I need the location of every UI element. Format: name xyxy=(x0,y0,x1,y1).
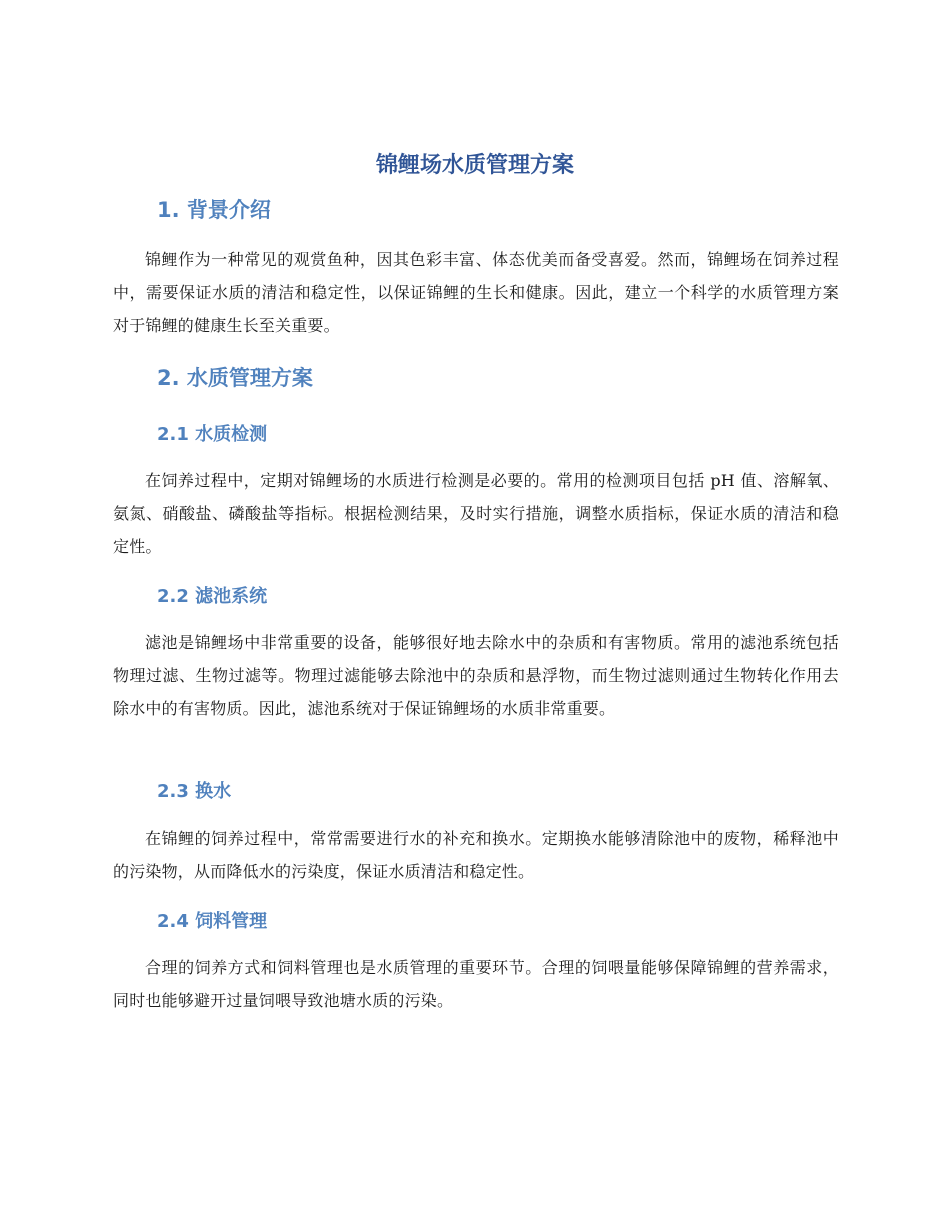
document-title: 锦鲤场水质管理方案 xyxy=(375,153,574,178)
paragraph-feed-management: 合理的饲养方式和饲料管理也是水质管理的重要环节。合理的饲喂量能够保障锦鲤的营养需求，同时也能够避开过量饲喂导致池塘水质的污染。 xyxy=(113,958,839,1010)
paragraph-background: 锦鲤作为一种常见的观赏鱼种，因其色彩丰富、体态优美而备受喜爱。然而，锦鲤场在饲养过程中，需要保证水质的清洁和稳定性，以保证锦鲤的生长和健康。因此，建立一个科学的水质管理方案对于锦鲤的健康生长至关重要。 xyxy=(113,250,839,335)
subsection-heading-feed-management: 2.4 饲料管理 xyxy=(157,911,268,932)
paragraph-water-change: 在锦鲤的饲养过程中，常常需要进行水的补充和换水。定期换水能够清除池中的废物，稀释池中的污染物，从而降低水的污染度，保证水质清洁和稳定性。 xyxy=(113,829,839,881)
subsection-heading-water-testing: 2.1 水质检测 xyxy=(157,424,268,445)
section-heading-water-management: 2. 水质管理方案 xyxy=(157,366,313,390)
subsection-heading-water-change: 2.3 换水 xyxy=(157,781,232,802)
paragraph-filter-system: 滤池是锦鲤场中非常重要的设备，能够很好地去除水中的杂质和有害物质。常用的滤池系统包括物理过滤、生物过滤等。物理过滤能够去除池中的杂质和悬浮物，而生物过滤则通过生物转化作用去除水中的有害物质。因此，滤池系统对于保证锦鲤场的水质非常重要。 xyxy=(113,633,839,718)
subsection-heading-filter-system: 2.2 滤池系统 xyxy=(157,586,268,607)
paragraph-water-testing: 在饲养过程中，定期对锦鲤场的水质进行检测是必要的。常用的检测项目包括 pH 值、溶解氧、氨氮、硝酸盐、磷酸盐等指标。根据检测结果，及时实行措施，调整水质指标，保证水质的清洁和稳定性。 xyxy=(113,471,839,556)
section-heading-background: 1. 背景介绍 xyxy=(157,198,271,222)
